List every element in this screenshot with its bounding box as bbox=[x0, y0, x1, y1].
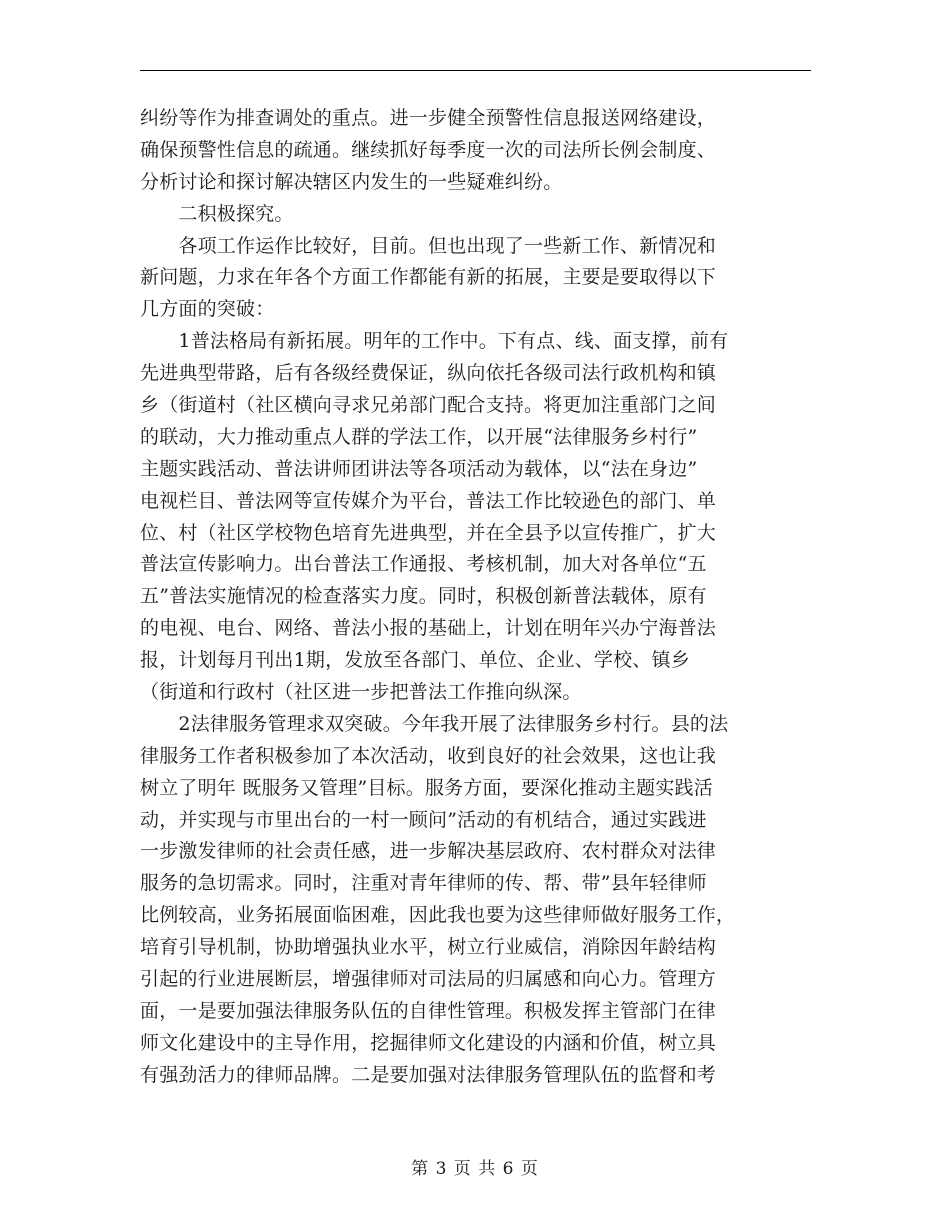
text-line: 二积极探究。 bbox=[140, 202, 294, 225]
text-line: 树立了明年 既服务又管理”目标。服务方面，要深化推动主题实践活 bbox=[140, 776, 713, 799]
text-line: 有强劲活力的律师品牌。二是要加强对法律服务管理队伍的监督和考 bbox=[140, 1063, 717, 1086]
text-line: 服务的急切需求。同时，注重对青年律师的传、帮、带”县年轻律师 bbox=[140, 872, 707, 895]
text-line: 几方面的突破： bbox=[140, 298, 275, 321]
header-rule bbox=[140, 70, 811, 71]
text-line: 面，一是要加强法律服务队伍的自律性管理。积极发挥主管部门在律 bbox=[140, 999, 717, 1022]
text-line: 五”普法实施情况的检查落实力度。同时，积极创新普法载体，原有 bbox=[140, 585, 707, 608]
text-line: 普法宣传影响力。出台普法工作通报、考核机制，加大对各单位“五 bbox=[140, 553, 707, 576]
text-line: 的电视、电台、网络、普法小报的基础上，计划在明年兴办宁海普法 bbox=[140, 617, 717, 640]
text-line: 比例较高，业务拓展面临困难，因此我也要为这些律师做好服务工作， bbox=[140, 904, 736, 927]
text-line: 纠纷等作为排查调处的重点。进一步健全预警性信息报送网络建设， bbox=[140, 107, 717, 129]
page-footer: 第 3 页 共 6 页 bbox=[411, 1159, 539, 1179]
text-line: 新问题，力求在年各个方面工作都能有新的拓展，主要是要取得以下 bbox=[140, 266, 717, 289]
text-line: 律服务工作者积极参加了本次活动，收到良好的社会效果，这也让我 bbox=[140, 744, 717, 767]
text-line: 各项工作运作比较好，目前。但也出现了一些新工作、新情况和 bbox=[140, 234, 717, 257]
text-line: 的联动，大力推动重点人群的学法工作，以开展“法律服务乡村行” bbox=[140, 425, 698, 448]
text-line: 位、村（社区学校物色培育先进典型，并在全县予以宣传推广，扩大 bbox=[140, 521, 717, 544]
text-line: 培育引导机制，协助增强执业水平，树立行业威信，消除因年龄结构 bbox=[140, 936, 717, 959]
text-line: （街道和行政村（社区进一步把普法工作推向纵深。 bbox=[140, 681, 582, 704]
body-text bbox=[140, 103, 811, 1092]
text-line: 师文化建设中的主导作用，挖掘律师文化建设的内涵和价值，树立具 bbox=[140, 1031, 717, 1054]
text-line: 分析讨论和探讨解决辖区内发生的一些疑难纠纷。 bbox=[140, 170, 563, 193]
text-line: 引起的行业进展断层，增强律师对司法局的归属感和向心力。管理方 bbox=[140, 968, 717, 991]
text-line: 主题实践活动、普法讲师团讲法等各项活动为载体，以“法在身边” bbox=[140, 457, 698, 480]
text-line: 报，计划每月刊出1期，发放至各部门、单位、企业、学校、镇乡 bbox=[140, 649, 690, 672]
text-line: 确保预警性信息的疏通。继续抓好每季度一次的司法所长例会制度、 bbox=[140, 138, 717, 161]
text-line: 一步激发律师的社会责任感，进一步解决基层政府、农村群众对法律 bbox=[140, 840, 717, 863]
text-line: 电视栏目、普法网等宣传媒介为平台，普法工作比较逊色的部门、单 bbox=[140, 489, 717, 512]
text-line: 动，并实现与市里出台的一村一顾问”活动的有机结合，通过实践进 bbox=[140, 808, 707, 831]
text-line: 乡（街道村（社区横向寻求兄弟部门配合支持。将更加注重部门之间 bbox=[140, 394, 717, 417]
text-line: 1普法格局有新拓展。明年的工作中。下有点、线、面支撑，前有 bbox=[140, 330, 729, 353]
text-line: 2法律服务管理求双突破。今年我开展了法律服务乡村行。县的法 bbox=[140, 712, 729, 735]
text-line: 先进典型带路，后有各级经费保证，纵向依托各级司法行政机构和镇 bbox=[140, 362, 717, 385]
